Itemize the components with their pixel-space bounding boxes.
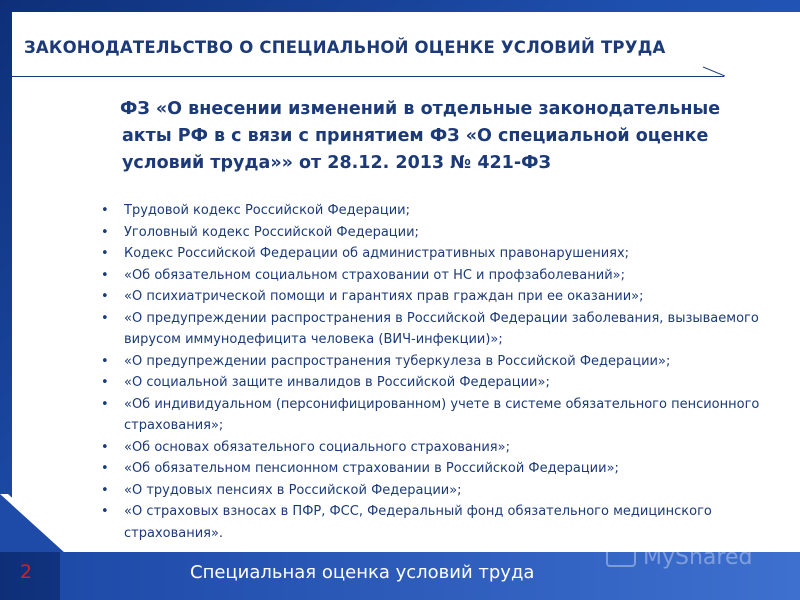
list-item-text: «Об обязательном социальном страховании от НС и профзаболеваний»; xyxy=(124,267,625,283)
divider-tick-decoration xyxy=(703,66,725,78)
list-item-text: Трудовой кодекс Российской Федерации; xyxy=(124,203,410,218)
list-item xyxy=(100,480,780,502)
list-item xyxy=(100,243,780,265)
bullet-icon: • xyxy=(101,396,109,412)
corner-fold-decoration xyxy=(0,494,64,558)
law-heading-line-2: акты РФ в с вязи с принятием ФЗ «О специальной оценке xyxy=(122,126,709,146)
list-item xyxy=(100,308,780,351)
list-item-text: «О страховых взносах в ПФР, ФСС, Федеральный фонд обязательного медицинского страхования». xyxy=(124,504,712,541)
list-item-text: «Об обязательном пенсионном страховании в Российской Федерации»; xyxy=(124,461,619,476)
bullet-icon: • xyxy=(101,203,109,218)
bullet-icon: • xyxy=(101,353,109,369)
footer-caption: Специальная оценка условий труда xyxy=(190,562,535,583)
bullet-icon: • xyxy=(101,289,109,304)
list-item-text: Кодекс Российской Федерации об административных правонарушениях; xyxy=(124,246,630,261)
list-item xyxy=(100,458,780,480)
bullet-icon: • xyxy=(101,267,109,283)
bullet-icon: • xyxy=(101,482,109,498)
list-item-text: «О трудовых пенсиях в Российской Федерации»; xyxy=(124,482,462,498)
list-item xyxy=(100,200,780,222)
law-heading-line-1: ФЗ «О внесении изменений в отдельные законодательные xyxy=(120,99,721,119)
list-item xyxy=(100,222,780,244)
slide-number: 2 xyxy=(20,561,33,583)
bullet-icon: • xyxy=(101,224,109,240)
list-item-text: Уголовный кодекс Российской Федерации; xyxy=(124,224,419,240)
bullet-icon: • xyxy=(101,439,109,455)
list-item-text: «О психиатрической помощи и гарантиях прав граждан при ее оказании»; xyxy=(124,289,644,304)
list-item xyxy=(100,372,780,394)
list-item xyxy=(100,265,780,287)
amended-laws-list xyxy=(100,200,780,544)
law-heading-line-3: условий труда»» от 28.12. 2013 № 421-ФЗ xyxy=(122,153,551,173)
law-heading xyxy=(122,96,782,177)
bullet-icon: • xyxy=(101,504,109,519)
list-item-text: «О предупреждении распространения туберкулеза в Российской Федерации»; xyxy=(124,353,671,369)
slide-title: ЗАКОНОДАТЕЛЬСТВО О СПЕЦИАЛЬНОЙ ОЦЕНКЕ УСЛОВИЙ ТРУДА xyxy=(24,38,666,57)
bullet-icon: • xyxy=(101,461,109,476)
list-item-text: «Об индивидуальном (персонифицированном) учете в системе обязательного пенсионного страхования»; xyxy=(124,396,760,433)
watermark-text: MyShared xyxy=(643,545,753,570)
watermark-logo xyxy=(605,536,795,576)
list-item xyxy=(100,437,780,459)
list-item xyxy=(100,286,780,308)
list-item-text: «О предупреждении распространения в Российской Федерации заболевания, вызываемого вирусом иммунодефицита человека (ВИЧ-инфекции)»; xyxy=(124,310,759,347)
bullet-icon: • xyxy=(101,310,109,326)
list-item-text: «О социальной защите инвалидов в Российской Федерации»; xyxy=(124,375,550,390)
list-item xyxy=(100,351,780,373)
title-divider xyxy=(12,76,724,77)
list-item xyxy=(100,394,780,437)
bullet-icon: • xyxy=(101,375,109,390)
list-item-text: «Об основах обязательного социального страхования»; xyxy=(124,439,510,455)
bullet-icon: • xyxy=(101,246,109,261)
